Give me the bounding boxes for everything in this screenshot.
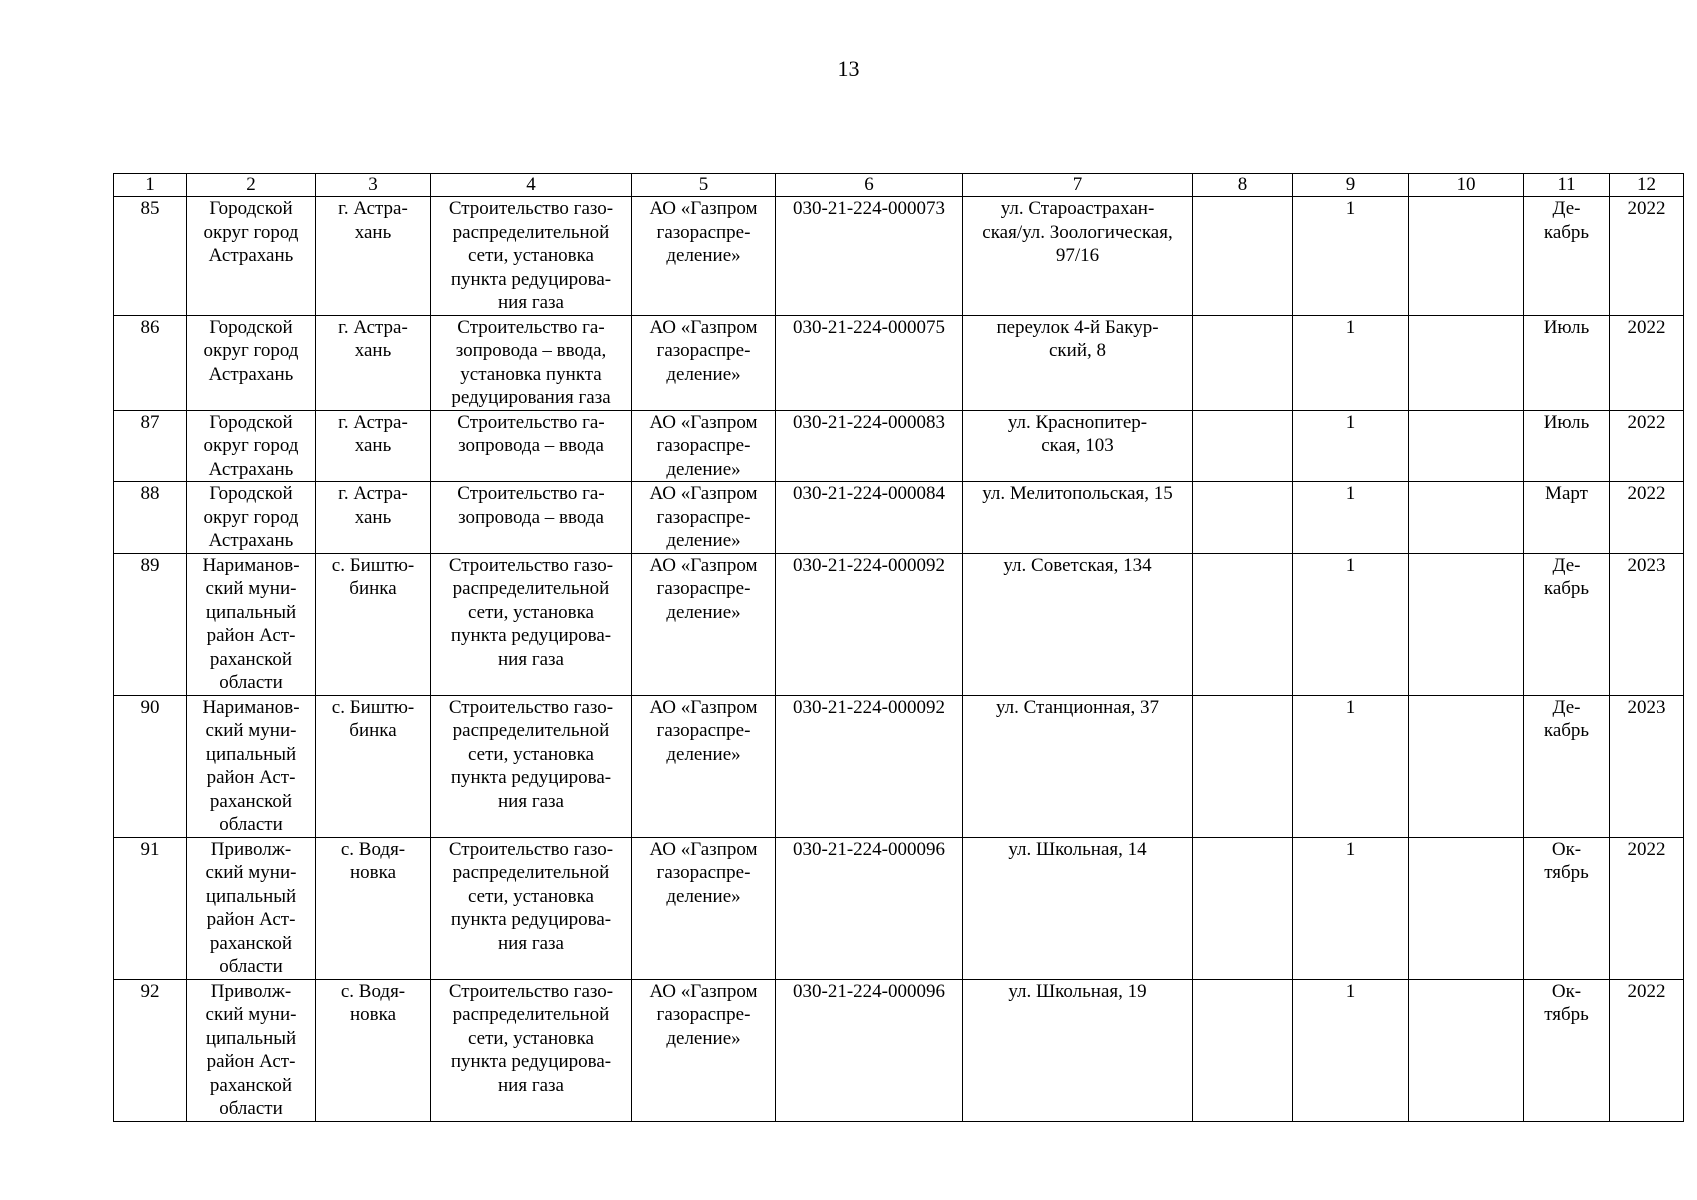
locality-cell: с. Водя- новка (316, 979, 431, 1121)
month-cell: Ок- тябрь (1524, 837, 1610, 979)
year-cell: 2022 (1610, 837, 1684, 979)
year-cell: 2023 (1610, 553, 1684, 695)
work-type-cell: Строительство га- зопровода – ввода (431, 410, 632, 482)
address-cell: ул. Школьная, 19 (963, 979, 1193, 1121)
column-8-cell (1193, 410, 1293, 482)
column-10-cell (1409, 553, 1524, 695)
column-8-cell (1193, 553, 1293, 695)
column-10-cell (1409, 482, 1524, 554)
column-number-cell: 6 (776, 174, 963, 197)
column-8-cell (1193, 482, 1293, 554)
column-10-cell (1409, 695, 1524, 837)
table-row (114, 837, 1684, 979)
column-8-cell (1193, 695, 1293, 837)
object-code-cell: 030-21-224-000083 (776, 410, 963, 482)
month-cell: Де- кабрь (1524, 197, 1610, 316)
year-cell: 2022 (1610, 315, 1684, 410)
organization-cell: АО «Газпром газораспре- деление» (632, 197, 776, 316)
address-cell: ул. Станционная, 37 (963, 695, 1193, 837)
locality-cell: г. Астра- хань (316, 197, 431, 316)
row-number-cell: 88 (114, 482, 187, 554)
table-row (114, 315, 1684, 410)
row-number-cell: 92 (114, 979, 187, 1121)
quantity-cell: 1 (1293, 979, 1409, 1121)
column-10-cell (1409, 837, 1524, 979)
column-number-cell: 3 (316, 174, 431, 197)
work-type-cell: Строительство га- зопровода – ввода (431, 482, 632, 554)
municipality-cell: Нариманов- ский муни- ципальный район Аст- раханской области (187, 695, 316, 837)
quantity-cell: 1 (1293, 410, 1409, 482)
address-cell: ул. Советская, 134 (963, 553, 1193, 695)
organization-cell: АО «Газпром газораспре- деление» (632, 315, 776, 410)
municipality-cell: Нариманов- ский муни- ципальный район Аст- раханской области (187, 553, 316, 695)
address-cell: ул. Мелитопольская, 15 (963, 482, 1193, 554)
table-body (114, 197, 1684, 1122)
objects-table (113, 173, 1684, 1122)
municipality-cell: Городской округ город Астрахань (187, 197, 316, 316)
column-8-cell (1193, 979, 1293, 1121)
column-8-cell (1193, 315, 1293, 410)
locality-cell: с. Биштю- бинка (316, 553, 431, 695)
organization-cell: АО «Газпром газораспре- деление» (632, 410, 776, 482)
column-number-cell: 10 (1409, 174, 1524, 197)
object-code-cell: 030-21-224-000092 (776, 553, 963, 695)
quantity-cell: 1 (1293, 837, 1409, 979)
work-type-cell: Строительство газо- распределительной сети, установка пункта редуцирова- ния газа (431, 695, 632, 837)
locality-cell: г. Астра- хань (316, 315, 431, 410)
work-type-cell: Строительство газо- распределительной сети, установка пункта редуцирова- ния газа (431, 197, 632, 316)
column-number-row (114, 174, 1684, 197)
column-number-cell: 5 (632, 174, 776, 197)
address-cell: переулок 4-й Бакур- ский, 8 (963, 315, 1193, 410)
column-10-cell (1409, 315, 1524, 410)
page-number: 13 (837, 56, 860, 81)
table-row (114, 482, 1684, 554)
column-number-cell: 2 (187, 174, 316, 197)
work-type-cell: Строительство газо- распределительной сети, установка пункта редуцирова- ния газа (431, 979, 632, 1121)
year-cell: 2022 (1610, 410, 1684, 482)
row-number-cell: 86 (114, 315, 187, 410)
column-number-cell: 1 (114, 174, 187, 197)
quantity-cell: 1 (1293, 695, 1409, 837)
object-code-cell: 030-21-224-000092 (776, 695, 963, 837)
address-cell: ул. Староастрахан- ская/ул. Зоологическая, 97/16 (963, 197, 1193, 316)
object-code-cell: 030-21-224-000084 (776, 482, 963, 554)
table-row (114, 695, 1684, 837)
work-type-cell: Строительство газо- распределительной сети, установка пункта редуцирова- ния газа (431, 553, 632, 695)
object-code-cell: 030-21-224-000075 (776, 315, 963, 410)
organization-cell: АО «Газпром газораспре- деление» (632, 482, 776, 554)
work-type-cell: Строительство га- зопровода – ввода, установка пункта редуцирования газа (431, 315, 632, 410)
quantity-cell: 1 (1293, 482, 1409, 554)
column-10-cell (1409, 979, 1524, 1121)
address-cell: ул. Школьная, 14 (963, 837, 1193, 979)
organization-cell: АО «Газпром газораспре- деление» (632, 695, 776, 837)
municipality-cell: Городской округ город Астрахань (187, 315, 316, 410)
column-10-cell (1409, 410, 1524, 482)
municipality-cell: Городской округ город Астрахань (187, 482, 316, 554)
column-8-cell (1193, 197, 1293, 316)
work-type-cell: Строительство газо- распределительной сети, установка пункта редуцирова- ния газа (431, 837, 632, 979)
locality-cell: г. Астра- хань (316, 482, 431, 554)
row-number-cell: 85 (114, 197, 187, 316)
municipality-cell: Приволж- ский муни- ципальный район Аст- раханской области (187, 979, 316, 1121)
month-cell: Июль (1524, 410, 1610, 482)
municipality-cell: Городской округ город Астрахань (187, 410, 316, 482)
table-row (114, 979, 1684, 1121)
column-number-cell: 9 (1293, 174, 1409, 197)
column-10-cell (1409, 197, 1524, 316)
row-number-cell: 87 (114, 410, 187, 482)
column-8-cell (1193, 837, 1293, 979)
locality-cell: с. Водя- новка (316, 837, 431, 979)
column-number-cell: 11 (1524, 174, 1610, 197)
column-number-cell: 8 (1193, 174, 1293, 197)
month-cell: Ок- тябрь (1524, 979, 1610, 1121)
year-cell: 2022 (1610, 482, 1684, 554)
organization-cell: АО «Газпром газораспре- деление» (632, 979, 776, 1121)
row-number-cell: 90 (114, 695, 187, 837)
municipality-cell: Приволж- ский муни- ципальный район Аст- раханской области (187, 837, 316, 979)
quantity-cell: 1 (1293, 315, 1409, 410)
table-row (114, 197, 1684, 316)
row-number-cell: 89 (114, 553, 187, 695)
column-number-cell: 12 (1610, 174, 1684, 197)
row-number-cell: 91 (114, 837, 187, 979)
month-cell: Де- кабрь (1524, 695, 1610, 837)
month-cell: Март (1524, 482, 1610, 554)
month-cell: Июль (1524, 315, 1610, 410)
year-cell: 2022 (1610, 197, 1684, 316)
object-code-cell: 030-21-224-000096 (776, 979, 963, 1121)
address-cell: ул. Краснопитер- ская, 103 (963, 410, 1193, 482)
object-code-cell: 030-21-224-000096 (776, 837, 963, 979)
organization-cell: АО «Газпром газораспре- деление» (632, 553, 776, 695)
quantity-cell: 1 (1293, 553, 1409, 695)
table-row (114, 410, 1684, 482)
year-cell: 2023 (1610, 695, 1684, 837)
locality-cell: г. Астра- хань (316, 410, 431, 482)
month-cell: Де- кабрь (1524, 553, 1610, 695)
object-code-cell: 030-21-224-000073 (776, 197, 963, 316)
column-number-cell: 7 (963, 174, 1193, 197)
quantity-cell: 1 (1293, 197, 1409, 316)
locality-cell: с. Биштю- бинка (316, 695, 431, 837)
column-number-cell: 4 (431, 174, 632, 197)
organization-cell: АО «Газпром газораспре- деление» (632, 837, 776, 979)
year-cell: 2022 (1610, 979, 1684, 1121)
table-row (114, 553, 1684, 695)
